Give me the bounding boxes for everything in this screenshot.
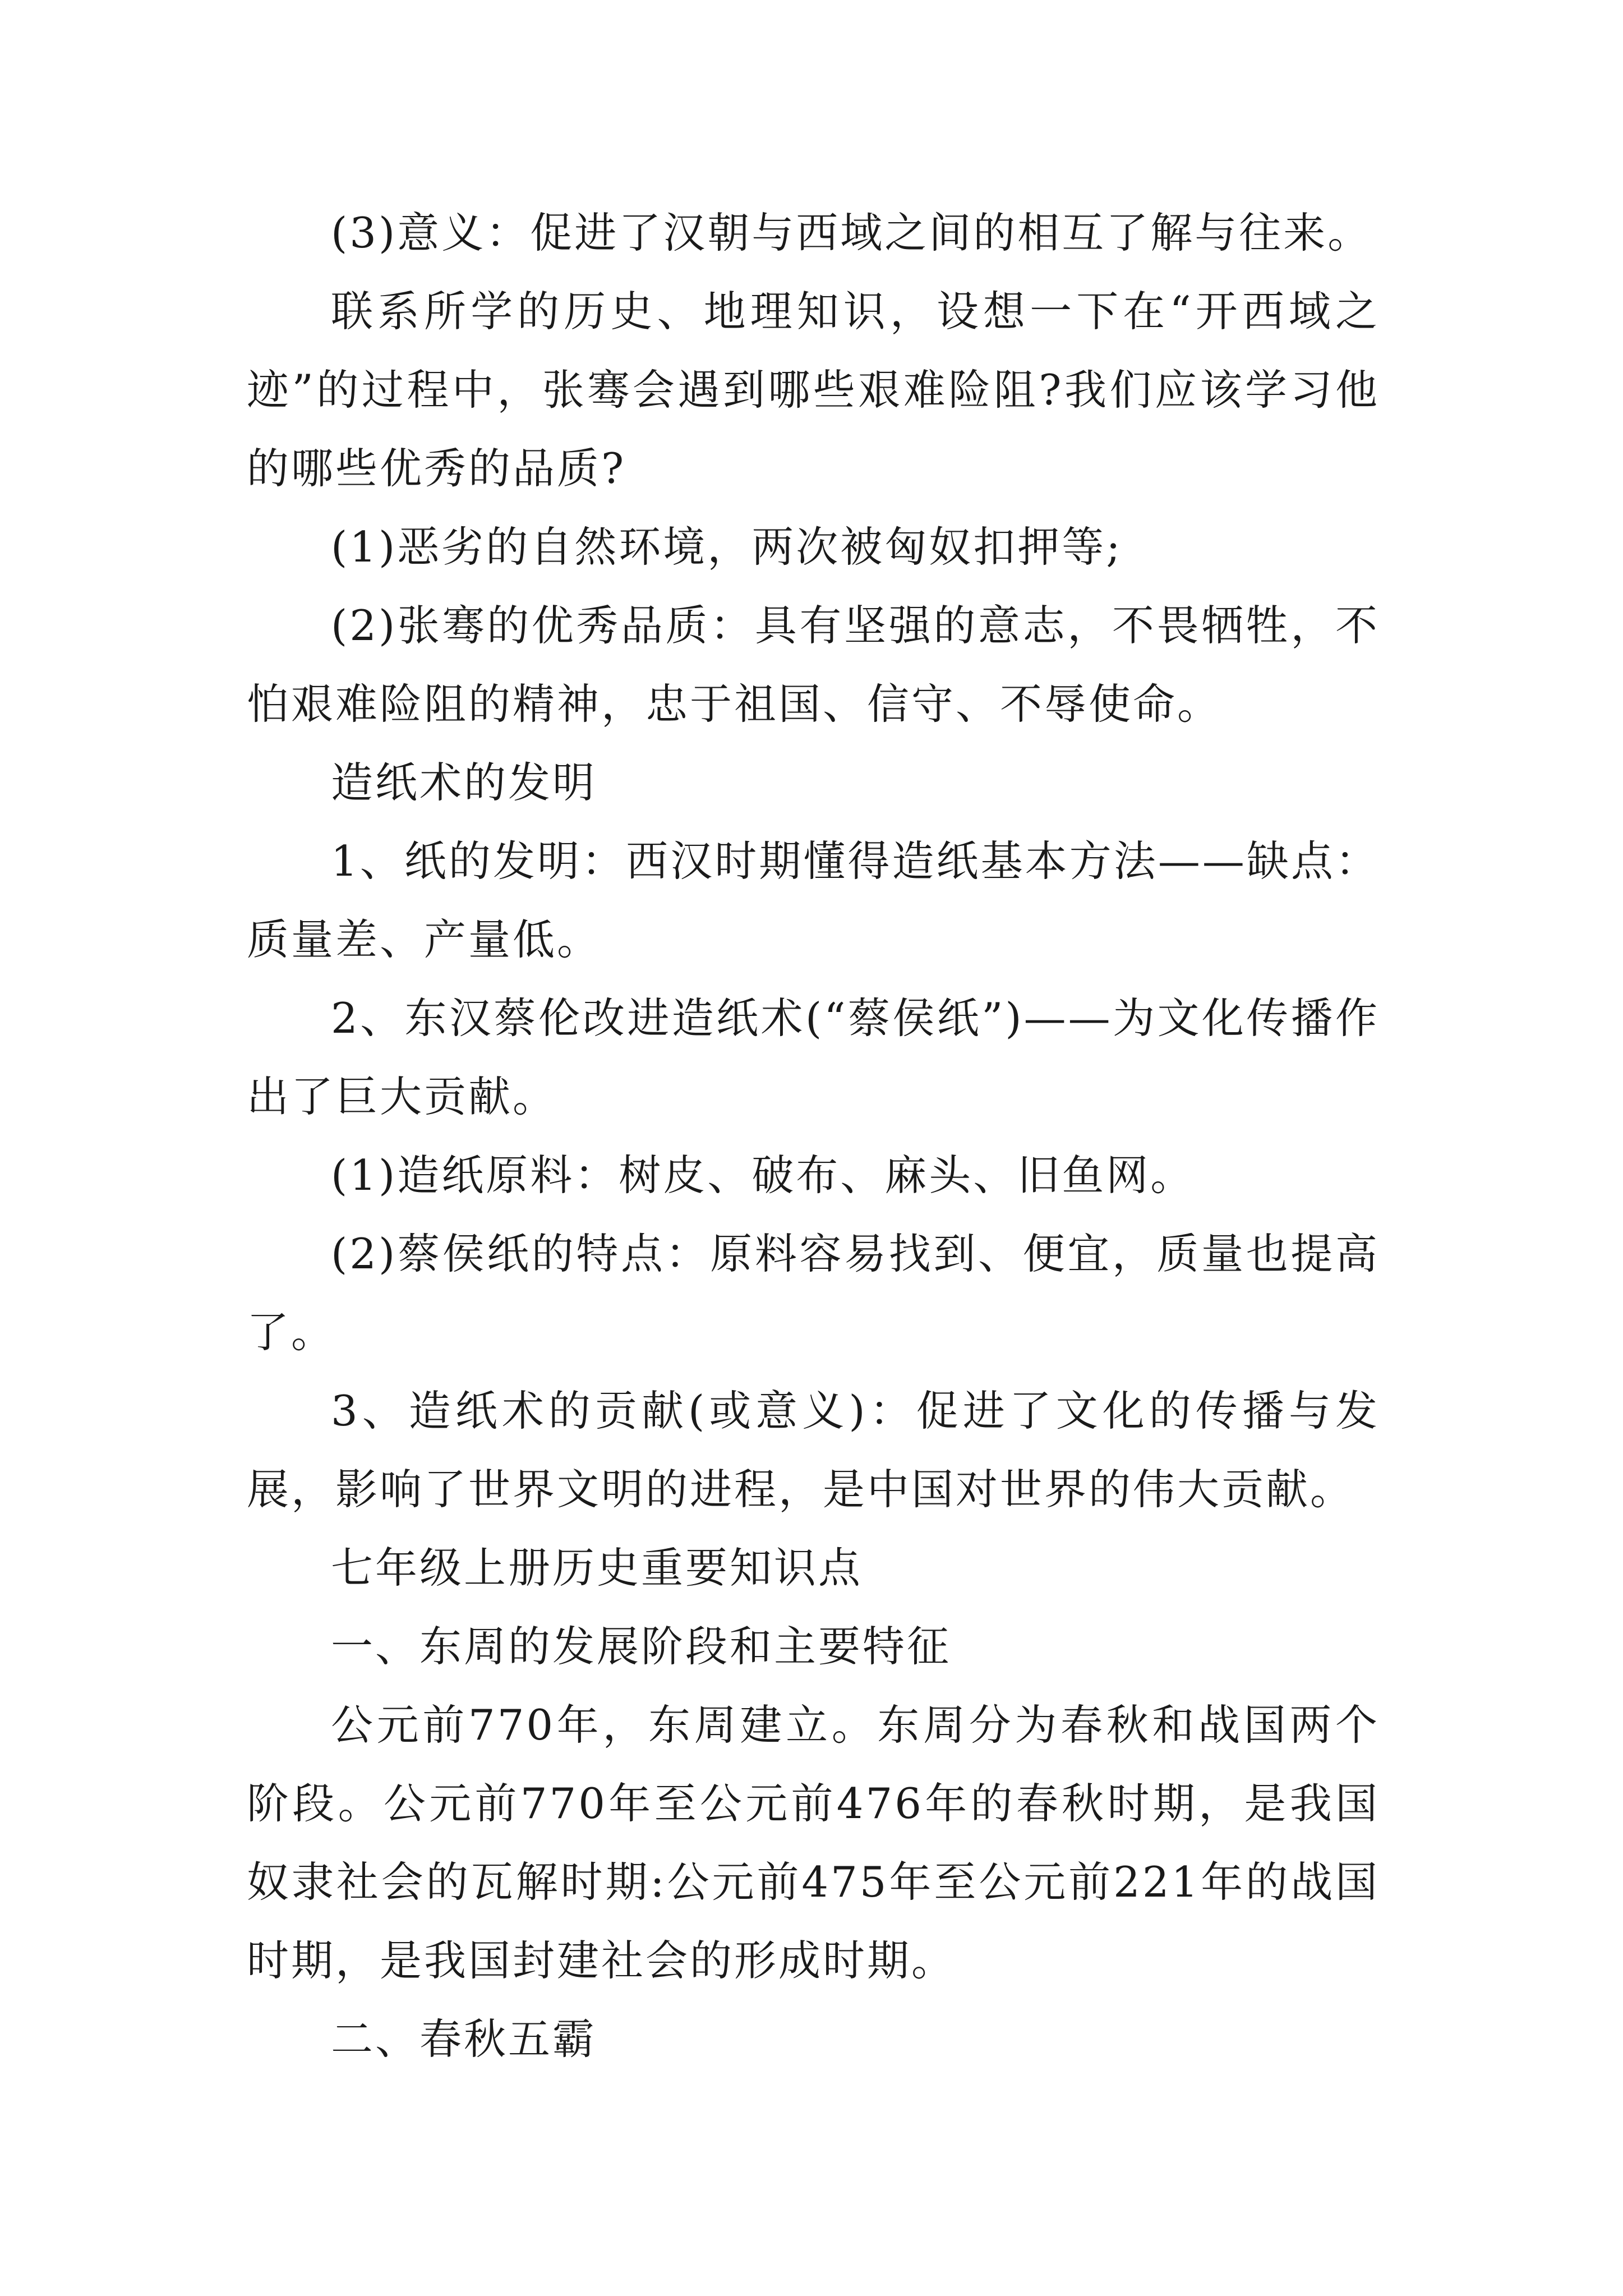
- document-body: [247, 194, 1380, 2078]
- paragraph-materials: (1)造纸原料：树皮、破布、麻头、旧鱼网。: [331, 1151, 1195, 1200]
- section-heading-grade7: 七年级上册历史重要知识点: [331, 1543, 863, 1593]
- section-heading-eastern-zhou: 一、东周的发展阶段和主要特征: [331, 1622, 952, 1671]
- paragraph-question: 联系所学的历史、地理知识，设想一下在“开西域之迹”的过程中，张骞会遇到哪些艰难险阻?我们应该学习他的哪些优秀的品质?: [247, 287, 1380, 493]
- paragraph-paper-invention: 1、纸的发明：西汉时期懂得造纸基本方法——缺点：质量差、产量低。: [247, 836, 1380, 964]
- paragraph-significance: (3)意义：促进了汉朝与西域之间的相互了解与往来。: [331, 208, 1372, 257]
- paragraph-contribution: 3、造纸术的贡献(或意义)：促进了文化的传播与发展，影响了世界文明的进程，是中国对世界的伟大贡献。: [247, 1386, 1380, 1514]
- paragraph-answer-1: (1)恶劣的自然环境，两次被匈奴扣押等;: [331, 522, 1123, 572]
- section-heading-papermaking: 造纸术的发明: [331, 758, 597, 807]
- paragraph-eastern-zhou: 公元前770年，东周建立。东周分为春秋和战国两个阶段。公元前770年至公元前476年的春秋时期，是我国奴隶社会的瓦解时期:公元前475年至公元前221年的战国时期，是我国封建社会的形成时期。: [247, 1700, 1380, 1985]
- paragraph-cai-hou-paper: (2)蔡侯纸的特点：原料容易找到、便宜，质量也提高了。: [247, 1229, 1380, 1357]
- paragraph-cai-lun: 2、东汉蔡伦改进造纸术(“蔡侯纸”)——为文化传播作出了巨大贡献。: [247, 993, 1380, 1121]
- paragraph-answer-2: (2)张骞的优秀品质：具有坚强的意志，不畏牺牲，不怕艰难险阻的精神，忠于祖国、信守、不辱使命。: [247, 601, 1380, 729]
- section-heading-five-hegemons: 二、春秋五霸: [331, 2014, 597, 2064]
